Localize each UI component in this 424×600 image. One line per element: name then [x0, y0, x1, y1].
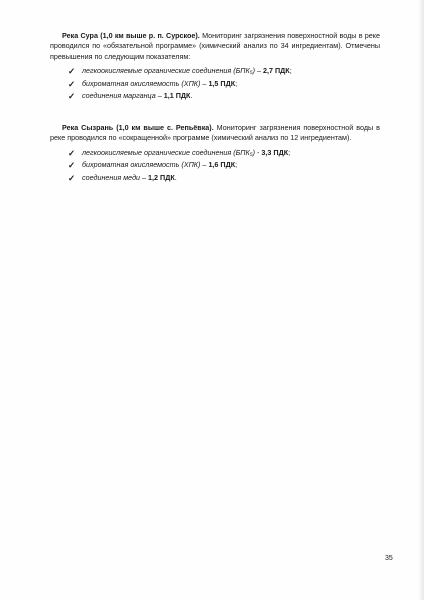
page-number: 35 [385, 555, 393, 562]
item-end: . [174, 173, 177, 182]
paragraph [50, 31, 380, 62]
list-item [68, 147, 380, 160]
list-item [68, 90, 380, 103]
indicator-value: 1,2 ПДК [148, 173, 175, 182]
list-item [68, 78, 380, 91]
checkmark-icon: ✓ [68, 78, 76, 89]
indicator-label: бихроматная окисляемость (ХПК) [82, 160, 201, 170]
indicator-label: соединения марганца [82, 91, 156, 101]
item-end: ; [288, 147, 291, 157]
separator: - [255, 147, 262, 157]
indicator-label: легкоокисляемые органические соединения (БПК₅) [82, 66, 256, 76]
indicator-value: 1,1 ПДК [163, 91, 191, 101]
paragraph-text: Мониторинг загрязнения поверхностной воды в реке проводился по «сокращенной» программе (химический анализ по 12 ингредиентам). [50, 123, 380, 143]
item-end: . [190, 91, 193, 101]
river-heading: Река Сызрань (1,0 км выше с. Репьёвка). [62, 123, 214, 132]
indicator-value: 2,7 ПДК [263, 66, 290, 76]
section-sura [50, 31, 380, 103]
separator: – [200, 160, 209, 170]
scan-edge [418, 0, 424, 600]
separator: – [155, 91, 164, 101]
river-heading: Река Сура (1,0 км выше р. п. Сурское). [62, 31, 200, 40]
indicator-label: бихроматная окисляемость (ХПК) [82, 78, 201, 88]
indicator-value: 3,3 ПДК [261, 147, 289, 157]
checkmark-icon: ✓ [68, 91, 76, 102]
item-end: ; [289, 66, 292, 76]
separator: – [255, 66, 264, 76]
exceedance-list [50, 65, 380, 103]
list-item [68, 159, 380, 172]
item-end: ; [235, 160, 238, 170]
paragraph-text: Мониторинг загрязнения поверхностной воды в реке проводился по «обязательной программе» (химический анализ по 34 ингредиентам). Отмечены превышения по следующим показателям: [50, 31, 381, 61]
list-item [68, 65, 380, 78]
list-item [68, 172, 380, 185]
separator: – [200, 78, 209, 88]
checkmark-icon: ✓ [68, 147, 76, 158]
indicator-value: 1,5 ПДК [208, 78, 236, 88]
item-end: ; [235, 78, 238, 88]
paragraph [50, 123, 380, 144]
indicator-label: легкоокисляемые органические соединения (БПК₅) [82, 147, 256, 157]
section-syzran [50, 123, 380, 185]
separator: – [140, 173, 149, 182]
indicator-value: 1,6 ПДК [208, 160, 236, 170]
checkmark-icon: ✓ [68, 173, 76, 183]
checkmark-icon: ✓ [68, 160, 76, 171]
checkmark-icon: ✓ [68, 66, 76, 77]
indicator-label: соединения меди [82, 173, 141, 182]
exceedance-list [50, 147, 380, 185]
